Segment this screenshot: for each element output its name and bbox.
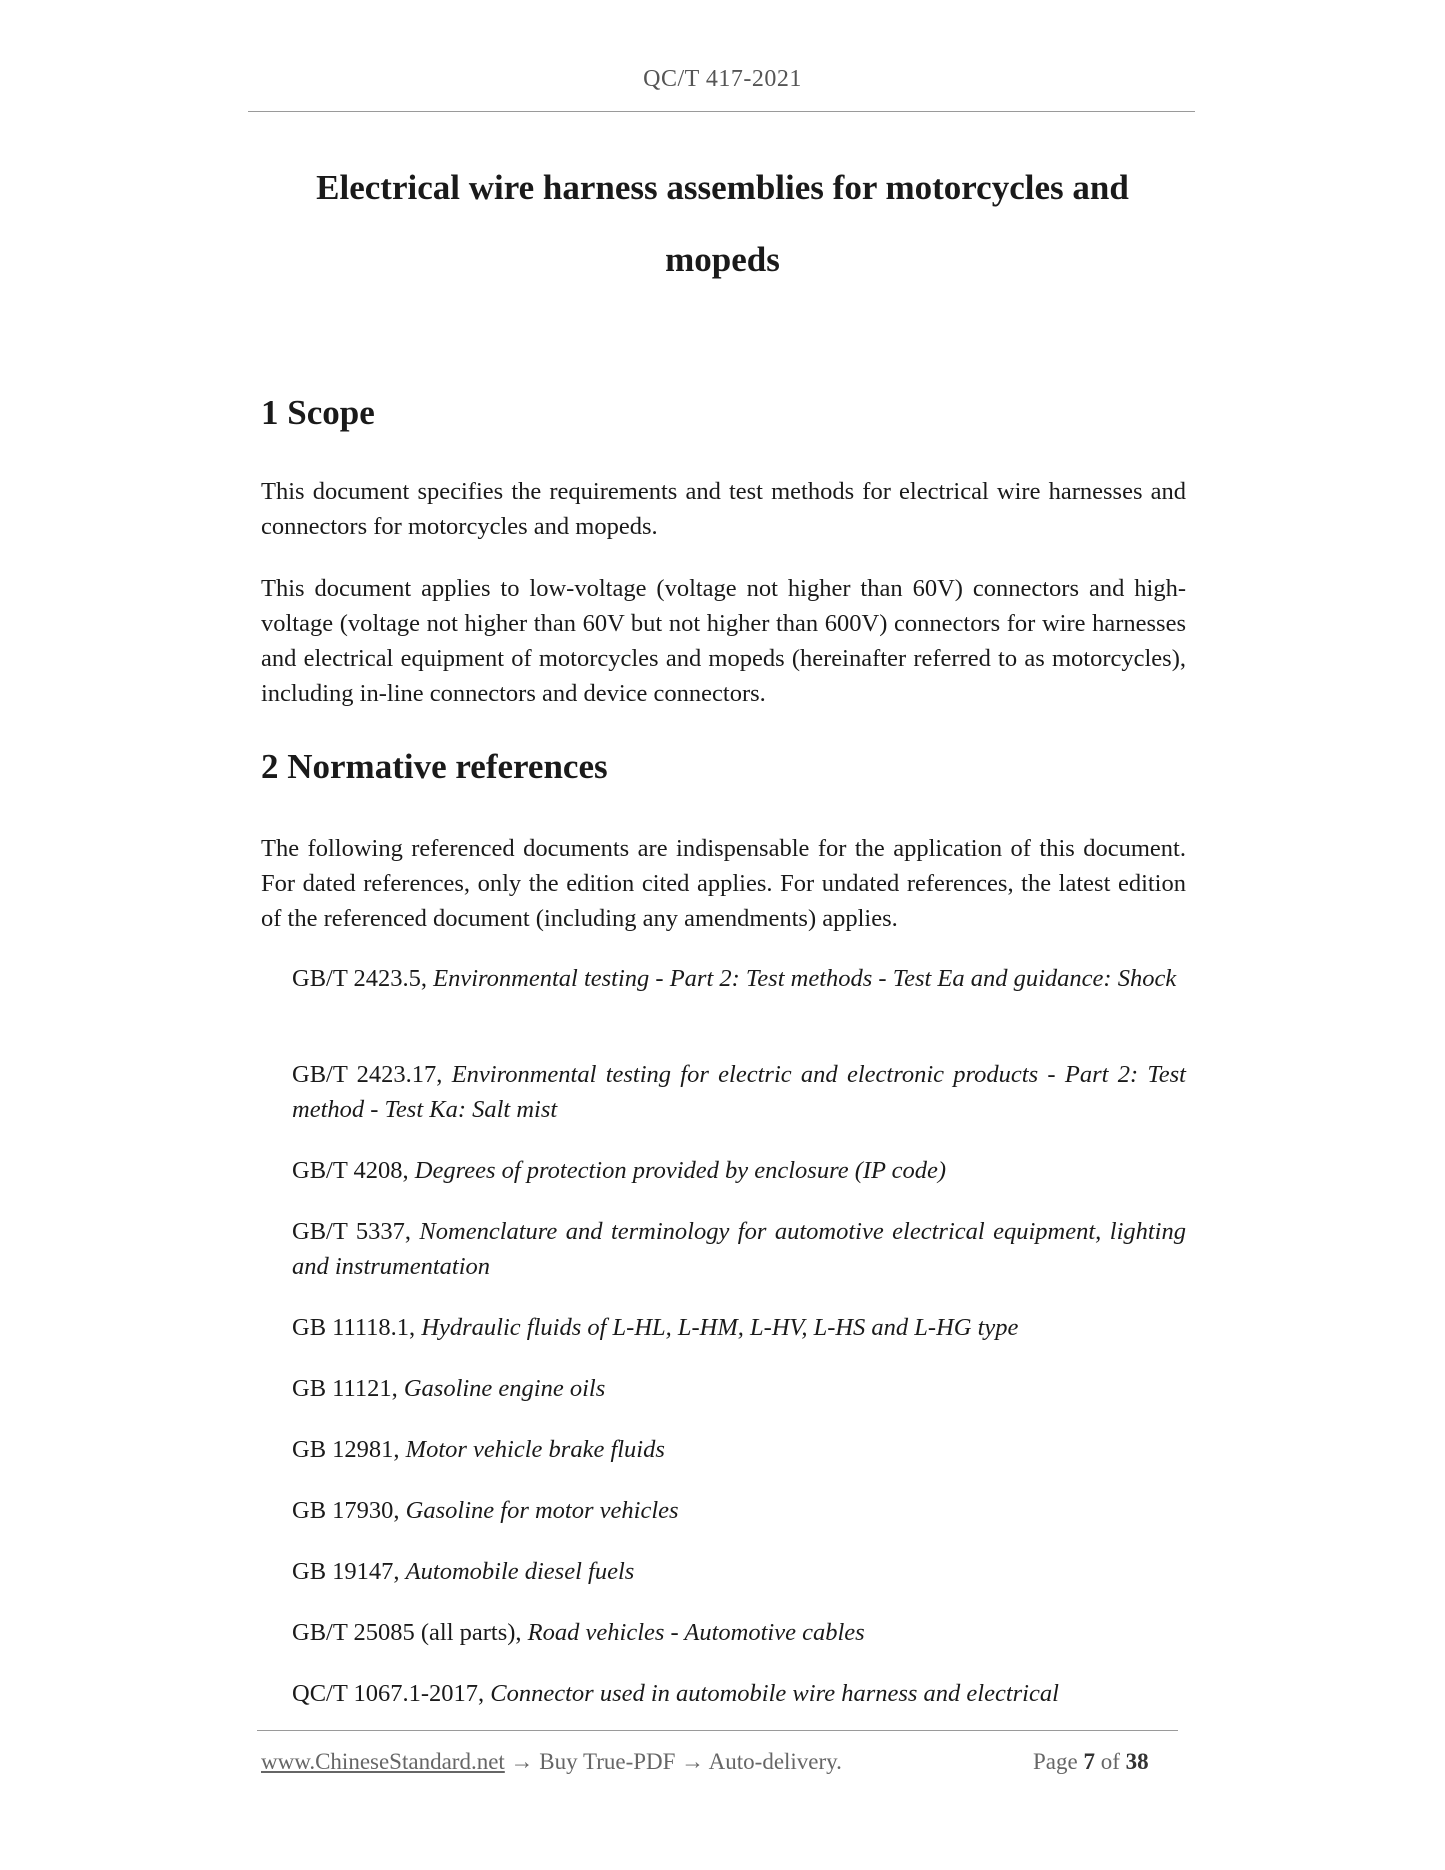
reference-code: GB/T 5337,	[292, 1218, 411, 1245]
page-label: Page	[1033, 1749, 1078, 1774]
promo-text: → Buy True-PDF → Auto-delivery.	[504, 1749, 842, 1774]
reference-item	[292, 1057, 1186, 1127]
reference-item	[292, 961, 1186, 996]
reference-code: GB/T 4208,	[292, 1157, 409, 1184]
reference-code: GB 12981,	[292, 1436, 400, 1463]
standard-code-header: QC/T 417-2021	[643, 66, 802, 92]
reference-code: GB 17930,	[292, 1497, 400, 1524]
reference-title: Gasoline for motor vehicles	[405, 1497, 679, 1524]
reference-item	[292, 1371, 1186, 1406]
page-indicator	[1033, 1749, 1149, 1775]
header-divider	[248, 111, 1195, 112]
reference-title: Motor vehicle brake fluids	[405, 1436, 665, 1463]
document-title	[250, 152, 1195, 296]
reference-item	[292, 1493, 1186, 1528]
reference-code: QC/T 1067.1-2017,	[292, 1680, 485, 1707]
footer-promo	[261, 1749, 842, 1775]
reference-code: GB/T 2423.17,	[292, 1061, 443, 1088]
reference-title: Connector used in automobile wire harness and electrical	[490, 1680, 1059, 1707]
section-heading-scope: 1 Scope	[261, 393, 375, 432]
document-title-line-2: mopeds	[665, 240, 780, 279]
reference-title: Degrees of protection provided by enclosure (IP code)	[414, 1157, 947, 1184]
reference-code: GB 11118.1,	[292, 1314, 416, 1341]
total-pages-number: 38	[1125, 1749, 1149, 1774]
reference-item	[292, 1432, 1186, 1467]
reference-code: GB 19147,	[292, 1558, 400, 1585]
reference-item	[292, 1214, 1186, 1284]
reference-item	[292, 1153, 1186, 1188]
scope-paragraph-1: This document specifies the requirements and test methods for electrical wire harnesses and connectors for motorcycles and mopeds.	[261, 478, 1186, 540]
reference-title: Environmental testing for electric and electronic products - Part 2: Test method - Test Ka: Salt mist	[292, 1061, 1186, 1123]
reference-title: Gasoline engine oils	[403, 1375, 606, 1402]
reference-code: GB/T 2423.5,	[292, 965, 427, 992]
reference-title: Automobile diesel fuels	[405, 1558, 635, 1585]
current-page-number: 7	[1083, 1749, 1095, 1774]
reference-item	[292, 1676, 1186, 1711]
reference-title: Environmental testing - Part 2: Test methods - Test Ea and guidance: Shock	[433, 965, 1177, 992]
of-label: of	[1100, 1749, 1120, 1774]
scope-paragraph-2: This document applies to low-voltage (voltage not higher than 60V) connectors and high-voltage (voltage not higher than 60V but not higher than 600V) connectors for wire harnesses and electrical equipment of motorcycles and mopeds (hereinafter referred to as motorcycles), including in-line connectors and device connectors.	[261, 575, 1186, 707]
reference-code: GB 11121,	[292, 1375, 398, 1402]
document-title-line-1: Electrical wire harness assemblies for motorcycles and	[316, 168, 1129, 207]
reference-item	[292, 1615, 1186, 1650]
reference-title: Road vehicles - Automotive cables	[527, 1619, 865, 1646]
reference-item	[292, 1554, 1186, 1589]
normative-references-paragraph: The following referenced documents are indispensable for the application of this document. For dated references, only the edition cited applies. For undated references, the latest edition of the referenced document (including any amendments) applies.	[261, 835, 1186, 932]
reference-code: GB/T 25085 (all parts),	[292, 1619, 522, 1646]
reference-title: Nomenclature and terminology for automotive electrical equipment, lighting and instrumentation	[292, 1218, 1186, 1280]
site-link[interactable]: www.ChineseStandard.net	[261, 1749, 505, 1774]
footer-divider	[257, 1730, 1178, 1731]
section-heading-normative-references: 2 Normative references	[261, 747, 608, 786]
reference-item	[292, 1310, 1186, 1345]
reference-title: Hydraulic fluids of L-HL, L-HM, L-HV, L-HS and L-HG type	[421, 1314, 1019, 1341]
